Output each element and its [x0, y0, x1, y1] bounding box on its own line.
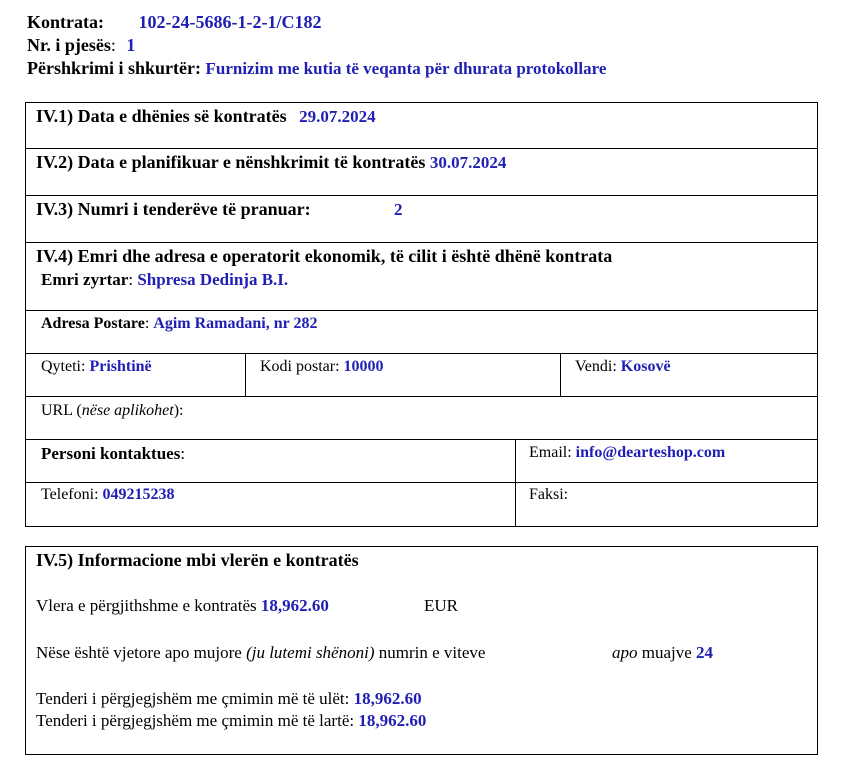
part-label: Nr. i pjesës — [27, 35, 111, 55]
description-line — [27, 58, 606, 79]
row-divider — [25, 148, 818, 149]
fax-label: Faksi: — [529, 486, 569, 503]
url-label: URL ( — [41, 402, 82, 419]
cell-divider — [245, 353, 246, 396]
part-line — [27, 35, 135, 56]
iv2-row — [36, 152, 506, 173]
total-row — [36, 596, 329, 616]
postal-label: Kodi postar: — [260, 358, 340, 375]
url-end: ): — [173, 402, 184, 419]
row-divider — [25, 396, 818, 397]
contract-line — [27, 12, 321, 33]
postal-cell — [260, 358, 384, 376]
iv2-label: IV.2) Data e planifikuar e nënshkrimit të kontratës — [36, 152, 426, 172]
months-value: 24 — [696, 643, 714, 662]
city-cell — [41, 358, 152, 376]
row-divider — [25, 439, 818, 440]
row-divider — [25, 242, 818, 243]
highest-label: Tenderi i përgjegjshëm me çmimin më të lartë: — [36, 711, 355, 730]
iv1-row — [36, 106, 376, 127]
phone-row — [41, 486, 175, 504]
total-label: Vlera e përgjithshme e kontratës — [36, 596, 257, 615]
contact-row — [41, 444, 185, 464]
description-value: Furnizim me kutia të veqanta për dhurata protokollare — [205, 59, 607, 78]
contract-number: 102-24-5686-1-2-1/C182 — [138, 12, 322, 32]
name-label: Emri zyrtar — [41, 270, 129, 289]
lowest-value: 18,962.60 — [353, 689, 422, 708]
lowest-label: Tenderi i përgjegjshëm me çmimin më të ulët: — [36, 689, 350, 708]
url-row — [41, 402, 183, 420]
phone-value: 049215238 — [102, 486, 175, 503]
row-divider — [25, 482, 818, 483]
contract-label: Kontrata: — [27, 12, 104, 32]
row-divider — [25, 195, 818, 196]
iv1-date: 29.07.2024 — [299, 107, 376, 126]
email-cell — [529, 444, 725, 462]
cell-divider — [515, 439, 516, 527]
part-number: 1 — [126, 35, 136, 55]
duration-text: Nëse është vjetore apo mujore — [36, 643, 242, 662]
cell-divider — [560, 353, 561, 396]
city-label: Qyteti: — [41, 358, 86, 375]
country-label: Vendi: — [575, 358, 617, 375]
iv1-label: IV.1) Data e dhënies së kontratës — [36, 106, 287, 126]
iv5-heading: IV.5) Informacione mbi vlerën e kontratës — [36, 550, 359, 570]
duration-note: (ju lutemi shënoni) — [246, 643, 375, 662]
or-word: apo — [612, 643, 638, 662]
row-divider — [25, 353, 818, 354]
email-label: Email: — [529, 444, 572, 461]
part-colon: : — [110, 35, 116, 55]
contact-colon: : — [180, 444, 186, 463]
country-value: Kosovë — [620, 358, 671, 375]
months-label: muajve — [641, 643, 692, 662]
duration-text2: numrin e viteve — [378, 643, 486, 662]
months-cell — [612, 643, 713, 663]
email-value: info@dearteshop.com — [575, 444, 726, 461]
country-cell — [575, 358, 671, 376]
postal-value: 10000 — [343, 358, 384, 375]
fax-cell — [529, 486, 568, 504]
iv2-date: 30.07.2024 — [429, 153, 507, 172]
iv3-count: 2 — [394, 200, 403, 219]
address-row: Adresa Postare: Agim Ramadani, nr 282 — [41, 315, 318, 332]
description-label: Përshkrimi i shkurtër: — [27, 58, 201, 78]
phone-label: Telefoni: — [41, 486, 99, 503]
url-note: nëse aplikohet — [81, 402, 174, 419]
duration-row — [36, 643, 485, 663]
currency: EUR — [424, 596, 458, 615]
row-divider — [25, 310, 818, 311]
address-value: Agim Ramadani, nr 282 — [153, 315, 318, 332]
highest-value: 18,962.60 — [358, 711, 427, 730]
iv3-row — [36, 199, 311, 220]
contact-label: Personi kontaktues — [41, 444, 181, 463]
lowest-row — [36, 689, 422, 709]
highest-row — [36, 711, 426, 731]
iv4-heading: IV.4) Emri dhe adresa e operatorit ekonomik, të cilit i është dhënë kontrata — [36, 246, 613, 266]
total-value: 18,962.60 — [260, 596, 329, 615]
name-value: Shpresa Dedinja B.I. — [137, 270, 289, 289]
name-row: Emri zyrtar: Shpresa Dedinja B.I. — [41, 270, 289, 289]
iv3-label: IV.3) Numri i tenderëve të pranuar: — [36, 199, 311, 219]
city-value: Prishtinë — [89, 358, 152, 375]
address-label: Adresa Postare — [41, 315, 145, 332]
